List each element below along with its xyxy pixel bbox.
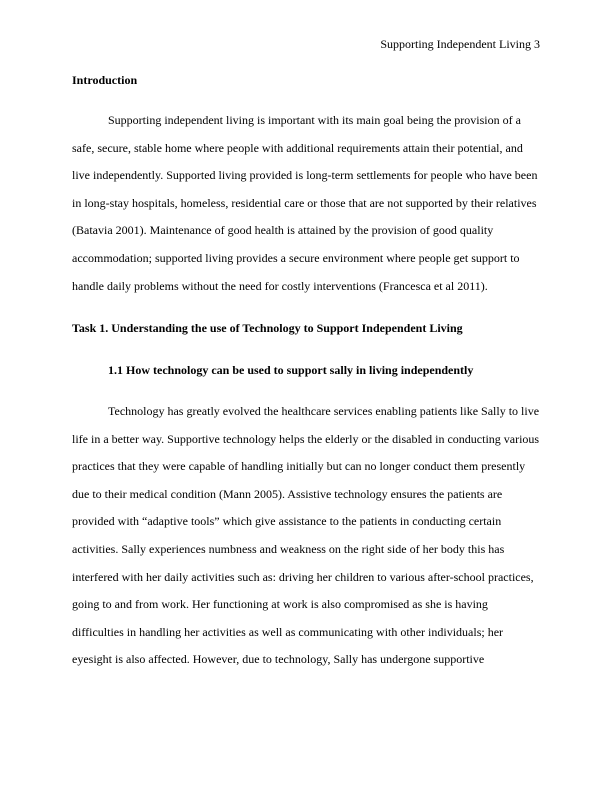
paragraph-line: Supporting independent living is important with its main goal being the provision of a <box>108 113 521 127</box>
body-paragraph <box>72 403 542 679</box>
paragraph-line: handle daily problems without the need for costly interventions (Francesca et al 2011). <box>72 278 488 293</box>
paragraph-line: safe, secure, stable home where people with additional requirements attain their potential, and <box>72 140 523 155</box>
paragraph-line: going to and from work. Her functioning at work is also compromised as she is having <box>72 597 488 612</box>
paragraph-line: provided with “adaptive tools” which give assistance to the patients in conducting certain <box>72 514 502 529</box>
paragraph-line: in long-stay hospitals, homeless, residential care or those that are not supported by their relatives <box>72 195 537 210</box>
subsection-heading: 1.1 How technology can be used to support sally in living independently <box>108 363 474 377</box>
introduction-paragraph <box>72 112 542 305</box>
paragraph-line: practices that they were capable of handling initially but can no longer conduct them presently <box>72 459 526 474</box>
paragraph-line: due to their medical condition (Mann 2005). Assistive technology ensures the patients are <box>72 486 503 501</box>
paragraph-line: life in a better way. Supportive technology helps the elderly or the disabled in conducting various <box>72 431 540 446</box>
task1-heading: Task 1. Understanding the use of Technology to Support Independent Living <box>72 321 463 335</box>
paragraph-line: eyesight is also affected. However, due to technology, Sally has undergone supportive <box>72 652 485 667</box>
running-head: Supporting Independent Living 3 <box>380 37 540 51</box>
paragraph-line: accommodation; supported living provides a secure environment where people get support to <box>72 250 520 265</box>
paragraph-line: live independently. Supported living provided is long-term settlements for people who have been <box>72 168 538 183</box>
paragraph-line: (Batavia 2001). Maintenance of good health is attained by the provision of good quality <box>72 223 494 238</box>
paragraph-line: Technology has greatly evolved the healthcare services enabling patients like Sally to live <box>108 404 540 418</box>
paragraph-line: activities. Sally experiences numbness and weakness on the right side of her body this has <box>72 541 505 556</box>
paragraph-line: difficulties in handling her activities as well as communicating with other individuals; her <box>72 624 504 639</box>
introduction-heading: Introduction <box>72 73 138 87</box>
paragraph-line: interfered with her daily activities such as: driving her children to various after-school practices, <box>72 569 534 584</box>
